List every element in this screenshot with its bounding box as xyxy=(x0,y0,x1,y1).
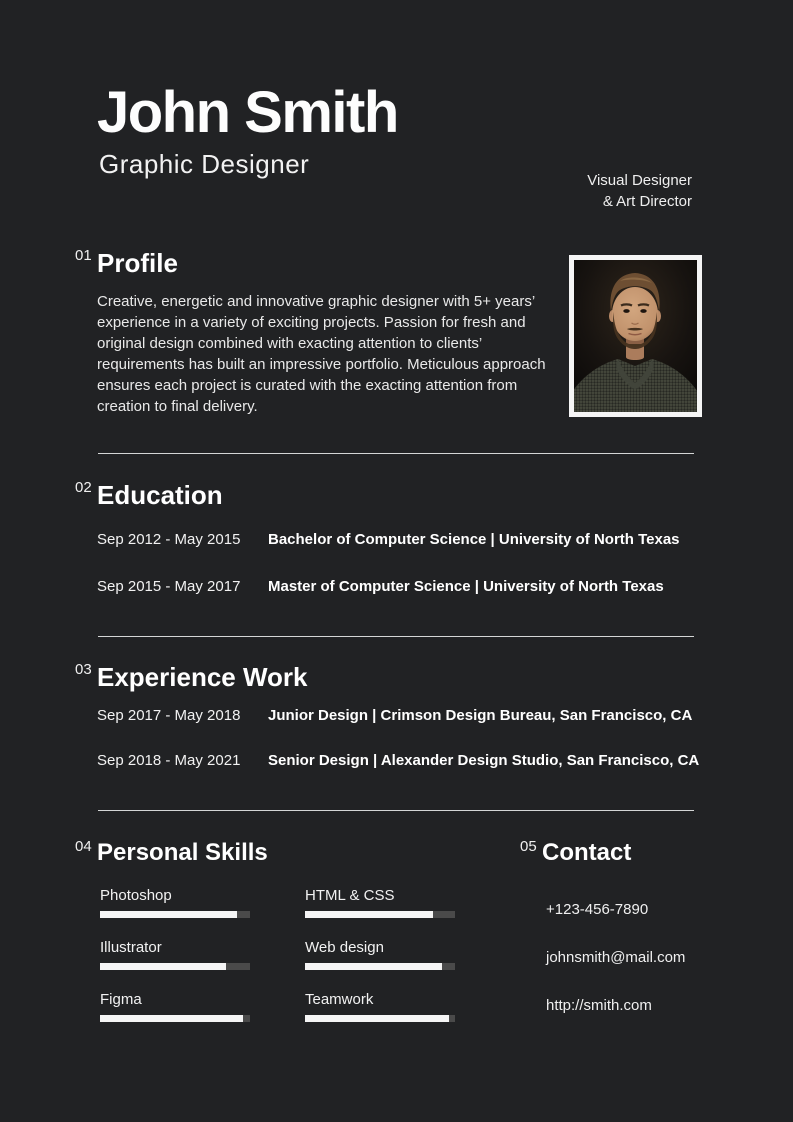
skill-bar-track xyxy=(305,1015,455,1022)
skill-item xyxy=(305,937,455,970)
eye-right xyxy=(640,309,646,313)
section-title: Experience Work xyxy=(97,662,308,692)
section-title: Profile xyxy=(97,248,178,278)
skill-name: Web design xyxy=(305,939,384,956)
skill-name: Illustrator xyxy=(100,939,162,956)
education-period: Sep 2012 - May 2015 xyxy=(97,531,241,548)
education-rows xyxy=(97,529,717,623)
profile-text: Creative, energetic and innovative graphic designer with 5+ years’ experience in a variety of exciting projects. Passion for fresh and original design combined with exacting attention to clients’ requirements has built an impressive portfolio. Meticulous approach ensures each project is curated with the exacting attention from creation to final delivery. xyxy=(97,293,546,415)
skill-bar-fill xyxy=(100,1015,243,1022)
skill-bar-fill xyxy=(305,963,442,970)
experience-period: Sep 2017 - May 2018 xyxy=(97,707,241,724)
contact-phone: +123-456-7890 xyxy=(546,901,649,918)
skill-name: Teamwork xyxy=(305,991,374,1008)
section-number: 04 xyxy=(75,838,92,855)
profile-photo xyxy=(569,255,702,417)
experience-detail: Senior Design | Alexander Design Studio, San Francisco, CA xyxy=(268,752,700,769)
section-number: 05 xyxy=(520,838,537,855)
skill-bar-track xyxy=(305,963,455,970)
divider xyxy=(98,636,694,637)
skill-bar-track xyxy=(100,963,250,970)
experience-section-heading xyxy=(75,662,308,692)
education-section-heading xyxy=(75,480,223,510)
role-tagline xyxy=(587,170,692,212)
section-title: Education xyxy=(97,480,223,510)
contact-section-heading xyxy=(520,839,631,867)
skill-bar-track xyxy=(100,1015,250,1022)
skill-bar-fill xyxy=(100,963,226,970)
section-number: 01 xyxy=(75,247,92,264)
divider xyxy=(98,810,694,811)
skill-bar-fill xyxy=(305,1015,449,1022)
education-period: Sep 2015 - May 2017 xyxy=(97,578,241,595)
experience-row xyxy=(97,705,717,726)
skill-name: HTML & CSS xyxy=(305,887,395,904)
skill-item xyxy=(305,989,455,1022)
profile-section-heading xyxy=(75,248,178,278)
section-title: Contact xyxy=(542,839,632,866)
skill-name: Figma xyxy=(100,991,142,1008)
portrait-illustration xyxy=(574,260,697,412)
skill-bar-fill xyxy=(100,911,237,918)
eye-left xyxy=(623,309,629,313)
skill-item xyxy=(100,885,250,918)
education-detail: Master of Computer Science | University of North Texas xyxy=(268,578,664,595)
skills-section-heading xyxy=(75,839,268,867)
contact-list xyxy=(546,899,685,1043)
skill-name: Photoshop xyxy=(100,887,172,904)
skill-bar-fill xyxy=(305,911,433,918)
skill-item xyxy=(100,989,250,1022)
divider xyxy=(98,453,694,454)
skills-grid xyxy=(100,885,455,1041)
education-row xyxy=(97,529,717,550)
experience-detail: Junior Design | Crimson Design Bureau, San Francisco, CA xyxy=(268,707,693,724)
skills-column-2 xyxy=(305,885,455,1041)
contact-email: johnsmith@mail.com xyxy=(546,949,686,966)
skill-item xyxy=(305,885,455,918)
contact-website: http://smith.com xyxy=(546,997,652,1014)
section-number: 03 xyxy=(75,661,92,678)
section-title: Personal Skills xyxy=(97,839,268,866)
education-row xyxy=(97,576,717,597)
role-line-1: Visual Designer xyxy=(587,172,692,189)
education-detail: Bachelor of Computer Science | University of North Texas xyxy=(268,531,680,548)
skill-bar-track xyxy=(100,911,250,918)
role-line-2: & Art Director xyxy=(602,193,692,210)
experience-rows xyxy=(97,705,717,795)
experience-period: Sep 2018 - May 2021 xyxy=(97,752,241,769)
job-title: Graphic Designer xyxy=(99,149,310,179)
page-title: John Smith xyxy=(97,80,398,145)
experience-row xyxy=(97,750,717,771)
skills-column-1 xyxy=(100,885,250,1041)
section-number: 02 xyxy=(75,479,92,496)
skill-item xyxy=(100,937,250,970)
face xyxy=(612,287,658,341)
skill-bar-track xyxy=(305,911,455,918)
